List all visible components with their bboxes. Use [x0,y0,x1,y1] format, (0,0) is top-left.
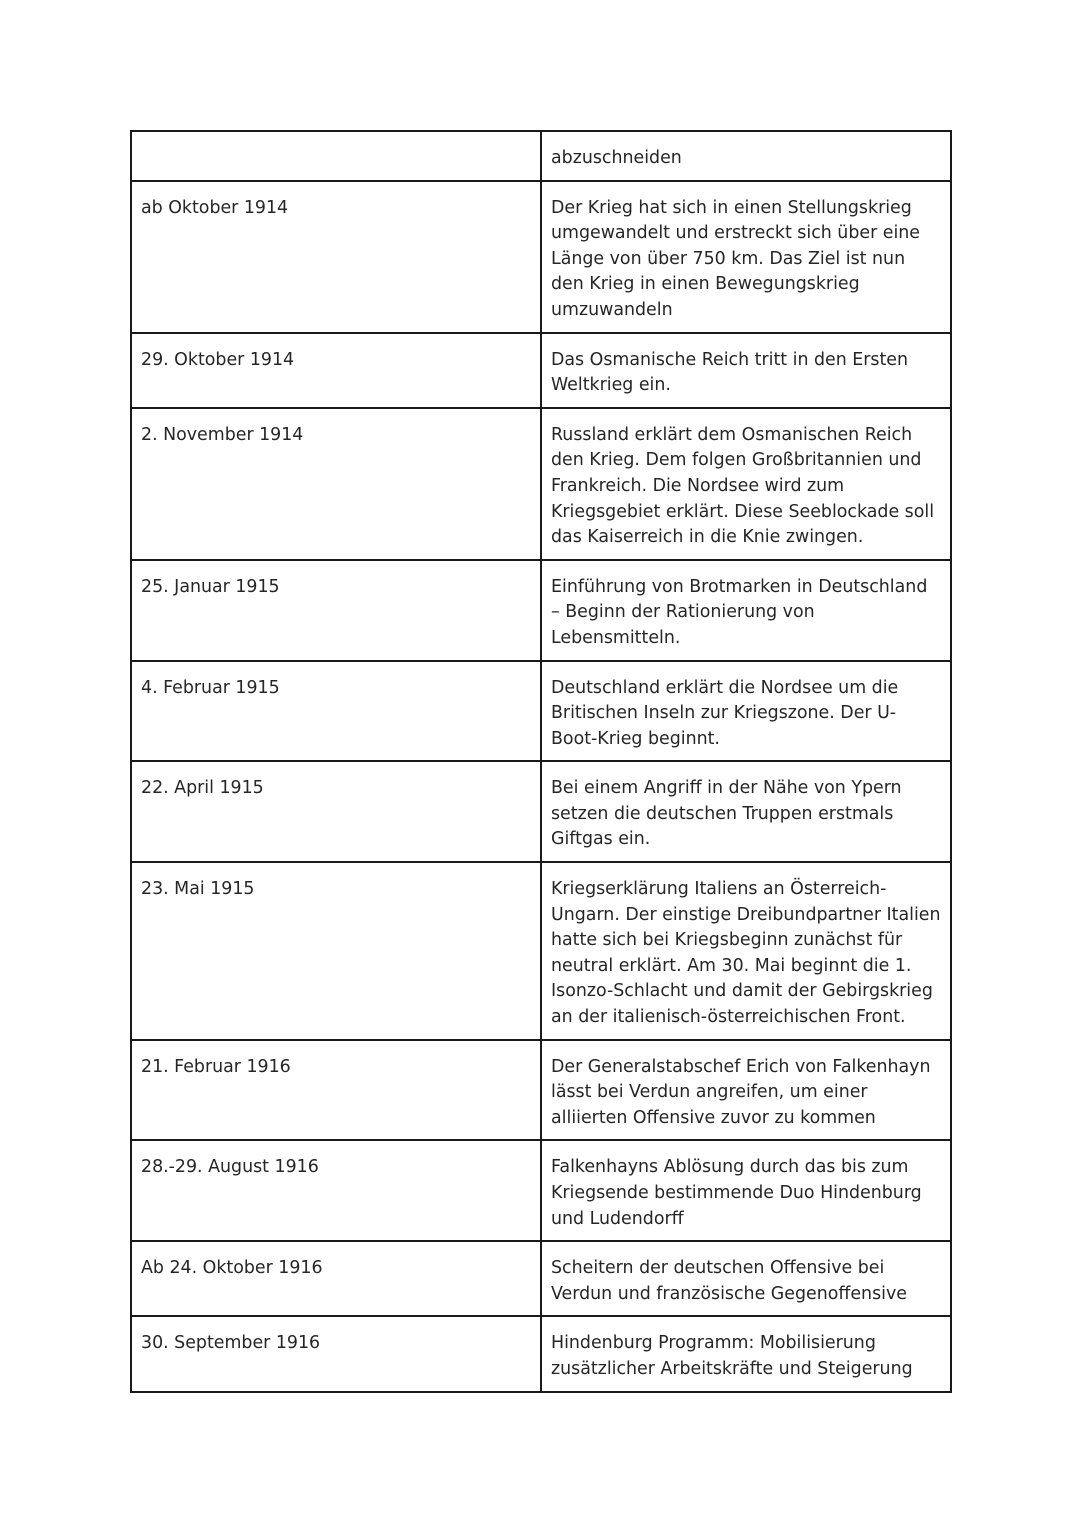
date-cell [131,1140,541,1241]
date-cell [131,1040,541,1141]
date-cell [131,181,541,333]
date-text: 4. Februar 1915 [141,677,280,698]
date-text: 22. April 1915 [141,778,264,799]
event-cell [541,131,951,181]
date-text: 28.-29. August 1916 [141,1157,319,1178]
date-text: 30. September 1916 [141,1333,321,1354]
date-cell [131,408,541,560]
table-row [131,862,951,1040]
table-row [131,181,951,333]
event-cell [541,333,951,408]
timeline-table [130,130,952,1393]
date-text: ab Oktober 1914 [141,197,289,218]
table-row [131,661,951,762]
event-text: Der Krieg hat sich in einen Stellungskrieg umgewandelt und erstreckt sich über eine Länge von über 750 km. Das Ziel ist nun den Krieg in einen Bewegungskrieg umzuwandeln [551,197,920,320]
date-text: Ab 24. Oktober 1916 [141,1258,323,1279]
date-text: 2. November 1914 [141,424,304,445]
date-cell [131,761,541,862]
date-text: 29. Oktober 1914 [141,349,295,370]
date-cell [131,333,541,408]
table-row [131,333,951,408]
table-row [131,131,951,181]
event-cell [541,1241,951,1316]
date-text: 25. Januar 1915 [141,576,280,597]
event-cell [541,1040,951,1141]
event-text: Kriegserklärung Italiens an Österreich-Ungarn. Der einstige Dreibundpartner Italien hatte sich bei Kriegsbeginn zunächst für neutral erklärt. Am 30. Mai beginnt die 1. Isonzo-Schlacht und damit der Gebirgskrieg an der italienisch-österreichischen Front. [551,879,941,1028]
event-text: Falkenhayns Ablösung durch das bis zum Kriegsende bestimmende Duo Hindenburg und Ludendorff [551,1157,922,1229]
date-cell [131,1241,541,1316]
date-cell [131,560,541,661]
date-cell [131,1316,541,1391]
event-text: Der Generalstabschef Erich von Falkenhayn lässt bei Verdun angreifen, um einer alliierten Offensive zuvor zu kommen [551,1056,931,1128]
table-row [131,408,951,560]
event-text: abzuschneiden [551,148,682,168]
event-text: Scheitern der deutschen Offensive bei Verdun und französische Gegenoffensive [551,1258,907,1304]
event-cell [541,560,951,661]
date-text: 23. Mai 1915 [141,879,255,900]
event-cell [541,1316,951,1391]
event-cell [541,761,951,862]
event-cell [541,862,951,1040]
event-cell [541,181,951,333]
table-row [131,560,951,661]
event-text: Das Osmanische Reich tritt in den Ersten Weltkrieg ein. [551,349,909,396]
event-text: Hindenburg Programm: Mobilisierung zusätzlicher Arbeitskräfte und Steigerung [551,1333,913,1379]
event-cell [541,1140,951,1241]
event-cell [541,408,951,560]
event-text: Bei einem Angriff in der Nähe von Ypern setzen die deutschen Truppen erstmals Giftgas ein. [551,778,902,850]
table-row [131,1040,951,1141]
date-cell [131,661,541,762]
event-cell [541,661,951,762]
table-row [131,1140,951,1241]
date-text: 21. Februar 1916 [141,1056,291,1077]
event-text: Russland erklärt dem Osmanischen Reich den Krieg. Dem folgen Großbritannien und Frankreich. Die Nordsee wird zum Kriegsgebiet erklärt. Diese Seeblockade soll das Kaiserreich in die Knie zwingen. [551,424,935,548]
table-row [131,761,951,862]
table-row [131,1241,951,1316]
event-text: Einführung von Brotmarken in Deutschland – Beginn der Rationierung von Lebensmitteln. [551,576,928,648]
table-row [131,1316,951,1391]
date-cell [131,131,541,181]
event-text: Deutschland erklärt die Nordsee um die Britischen Inseln zur Kriegszone. Der U-Boot-Krieg beginnt. [551,677,899,749]
date-cell [131,862,541,1040]
